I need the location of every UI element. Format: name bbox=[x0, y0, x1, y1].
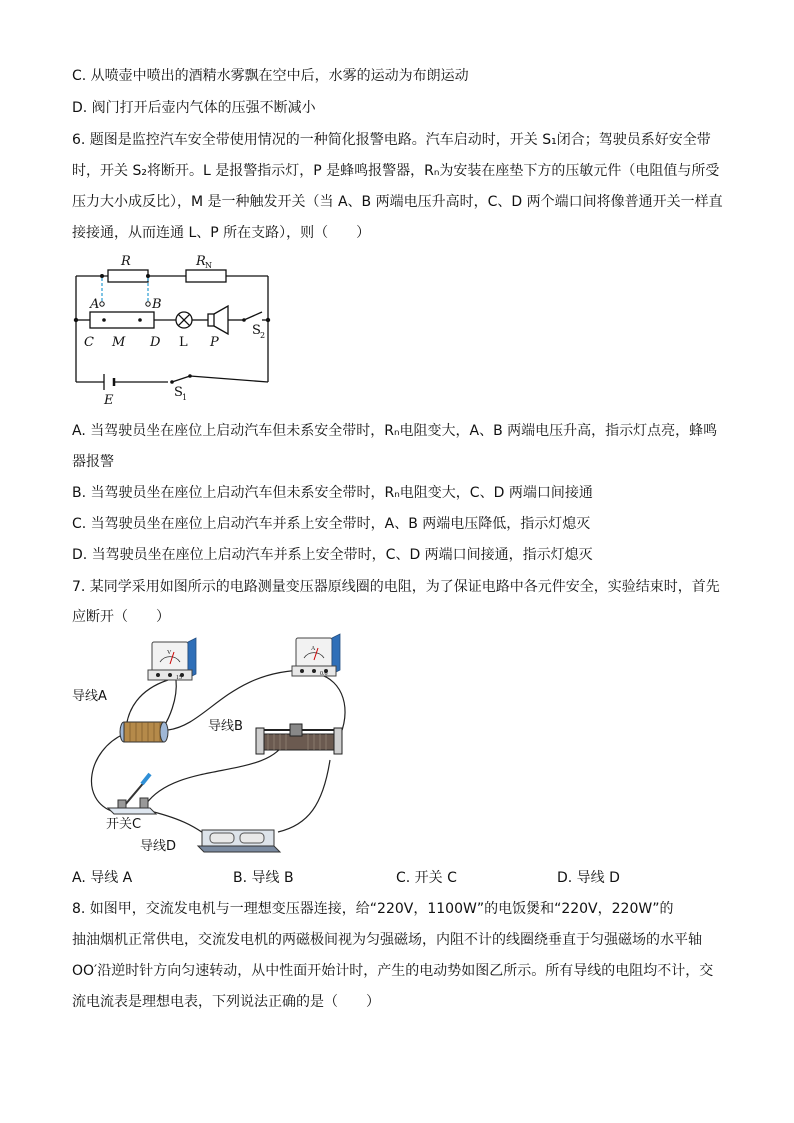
question-8-line1: 8. 如图甲，交流发电机与一理想变压器连接，给“220V，1100W”的电饭煲和“220V，220W”的 bbox=[72, 901, 674, 917]
coil-icon bbox=[120, 722, 168, 742]
terminal-c-label: C bbox=[84, 335, 94, 350]
option-c-q6: C. 当驾驶员坐在座位上启动汽车并系上安全带时，A、B 两端电压降低，指示灯熄灭 bbox=[72, 516, 591, 532]
rn-subscript: N bbox=[205, 261, 212, 270]
option-d-q6: D. 当驾驶员坐在座位上启动汽车并系上安全带时，C、D 两端口间接通，指示灯熄灭 bbox=[72, 547, 593, 563]
question-8-line3: OO′沿逆时针方向匀速转动，从中性面开始计时，产生的电动势如图乙所示。所有导线的电阻均不计，交 bbox=[72, 963, 714, 979]
voltmeter-scale: 15 bbox=[176, 675, 182, 681]
resistor-r-label: R bbox=[121, 254, 131, 269]
question-6-line4: 接接通，从而连通 L、P 所在支路），则（ ） bbox=[72, 225, 371, 241]
option-c-q5: C. 从喷壶中喷出的酒精水雾飘在空中后，水雾的运动为布朗运动 bbox=[72, 68, 469, 84]
question-6-line3: 压力大小成反比），M 是一种触发开关（当 A、B 两端电压升高时，C、D 两个端口间将像普通开关一样直 bbox=[72, 194, 723, 210]
question-7-line1: 7. 某同学采用如图所示的电路测量变压器原线圈的电阻，为了保证电路中各元件安全，实验结束时，首先 bbox=[72, 579, 720, 595]
option-d-q5: D. 阀门打开后壶内气体的压强不断减小 bbox=[72, 100, 316, 116]
option-b-q7: B. 导线 B bbox=[233, 870, 294, 886]
question-8-line4: 流电流表是理想电表，下列说法正确的是（ ） bbox=[72, 994, 380, 1010]
ammeter-scale: 0.6 bbox=[320, 671, 328, 677]
alarm-circuit-diagram bbox=[68, 250, 288, 412]
ammeter-icon bbox=[292, 634, 340, 676]
resistor-rn-label: R bbox=[196, 254, 206, 269]
wire-b-label: 导线B bbox=[208, 719, 243, 734]
question-6-line2: 时，开关 S₂将断开。L 是报警指示灯，P 是蜂鸣报警器，Rₙ为安装在座垫下方的压敏元件（电阻值与所受 bbox=[72, 163, 720, 179]
transformer-measurement-apparatus bbox=[68, 630, 368, 862]
option-a-q6-line1: A. 当驾驶员坐在座位上启动汽车但未系安全带时，Rₙ电阻变大，A、B 两端电压升高，指示灯点亮，蜂鸣 bbox=[72, 423, 718, 439]
battery-holder-icon bbox=[198, 830, 280, 852]
question-6-line1: 6. 题图是监控汽车安全带使用情况的一种简化报警电路。汽车启动时，开关 S₁闭合；驾驶员系好安全带 bbox=[72, 132, 711, 148]
knife-switch-icon bbox=[108, 774, 156, 814]
s2-subscript: 2 bbox=[260, 331, 266, 340]
wire-a-label: 导线A bbox=[72, 689, 107, 704]
switch-s1-label: S bbox=[174, 385, 183, 400]
trigger-m-label: M bbox=[112, 335, 126, 350]
voltmeter-symbol: V bbox=[167, 650, 172, 656]
option-a-q6-line2: 器报警 bbox=[72, 454, 114, 470]
option-d-q7: D. 导线 D bbox=[557, 870, 620, 886]
option-b-q6: B. 当驾驶员坐在座位上启动汽车但未系安全带时，Rₙ电阻变大，C、D 两端口间接通 bbox=[72, 485, 593, 501]
switch-c-label: 开关C bbox=[106, 817, 142, 832]
terminal-a-label: A bbox=[90, 297, 100, 312]
buzzer-p-label: P bbox=[210, 335, 219, 350]
s1-subscript: 1 bbox=[182, 393, 188, 402]
terminal-b-label: B bbox=[152, 297, 162, 312]
option-c-q7: C. 开关 C bbox=[396, 870, 457, 886]
ammeter-symbol: A bbox=[311, 646, 316, 652]
lamp-l-label: L bbox=[179, 335, 188, 350]
switch-s2-label: S bbox=[252, 323, 261, 338]
wire-d-label: 导线D bbox=[140, 839, 177, 854]
question-8-line2: 抽油烟机正常供电，交流发电机的两磁极间视为匀强磁场，内阻不计的线圈绕垂直于匀强磁场的水平轴 bbox=[72, 932, 702, 948]
voltmeter-icon bbox=[148, 638, 196, 680]
terminal-d-label: D bbox=[150, 335, 161, 350]
battery-e-label: E bbox=[104, 393, 114, 408]
option-a-q7: A. 导线 A bbox=[72, 870, 133, 886]
question-7-line2: 应断开（ ） bbox=[72, 609, 170, 625]
rheostat-icon bbox=[256, 724, 342, 754]
